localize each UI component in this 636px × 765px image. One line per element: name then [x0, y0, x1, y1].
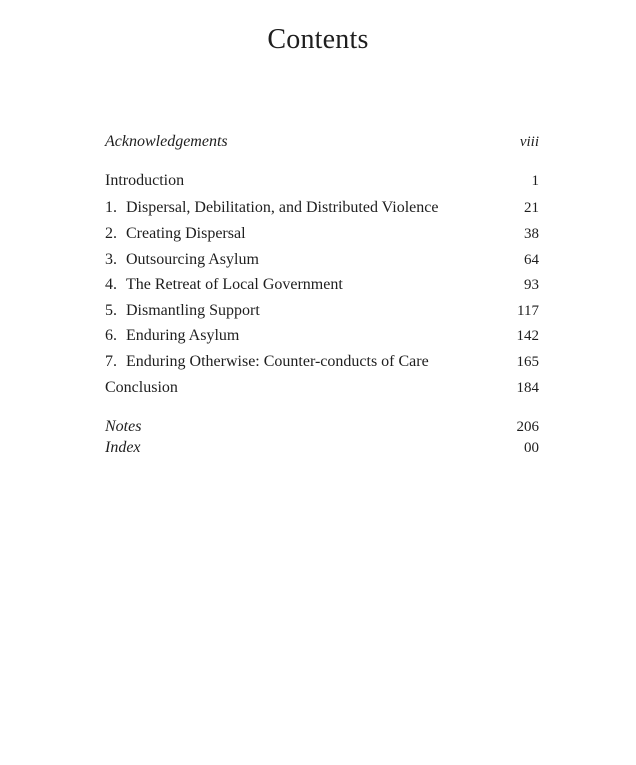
toc-entry-page: viii [519, 134, 539, 150]
chapter-number: 4. [105, 276, 117, 293]
toc-entry-label [105, 250, 259, 270]
toc-entry-page: 93 [524, 277, 539, 293]
toc-entry-chapter-3 [105, 250, 539, 270]
chapter-number: 1. [105, 199, 117, 216]
toc-entry-label [105, 275, 343, 295]
toc-entry-chapter-5 [105, 301, 539, 321]
chapter-number: 3. [105, 251, 117, 268]
toc-entry-page: 165 [516, 354, 539, 370]
toc-entry-chapter-1 [105, 198, 539, 218]
toc-entry-label: Notes [105, 418, 142, 435]
toc-entry-acknowledgements [105, 132, 539, 152]
page-title: Contents [267, 24, 369, 55]
toc-entry-page: 38 [524, 226, 539, 242]
toc-entry-page: 142 [516, 328, 539, 344]
toc-entry-page: 00 [524, 440, 539, 456]
toc-entry-page: 206 [516, 419, 539, 435]
toc-entry-chapter-6 [105, 326, 539, 346]
chapter-title: Outsourcing Asylum [126, 251, 259, 268]
toc-entry-label: Index [105, 439, 141, 456]
chapter-number: 2. [105, 225, 117, 242]
chapter-title: Enduring Otherwise: Counter-conducts of Care [126, 353, 429, 370]
toc-entry-page: 184 [516, 380, 539, 396]
toc-entry-introduction [105, 171, 539, 191]
toc-entry-notes [105, 417, 539, 437]
toc-entry-chapter-4 [105, 275, 539, 295]
toc-entry-label [105, 301, 260, 321]
toc-entry-index [105, 438, 539, 458]
chapter-number: 7. [105, 353, 117, 370]
toc-entry-conclusion [105, 378, 539, 398]
toc-entry-label: Conclusion [105, 379, 178, 396]
toc-entry-chapter-2 [105, 224, 539, 244]
chapter-title: Dismantling Support [126, 302, 260, 319]
toc-entry-label: Introduction [105, 172, 185, 189]
toc-entry-label [105, 224, 246, 244]
toc-entry-label [105, 198, 438, 218]
chapter-number: 6. [105, 327, 117, 344]
toc-entry-chapter-7 [105, 352, 539, 372]
toc-entry-label [105, 326, 239, 346]
toc-entry-page: 21 [524, 200, 539, 216]
toc-entry-label [105, 352, 429, 372]
chapter-title: Enduring Asylum [126, 327, 240, 344]
toc-entry-page: 1 [531, 173, 539, 189]
toc-entry-page: 117 [517, 303, 539, 319]
chapter-title: Dispersal, Debilitation, and Distributed Violence [126, 199, 439, 216]
chapter-title: Creating Dispersal [126, 225, 246, 242]
toc-entry-label: Acknowledgements [105, 133, 228, 150]
chapter-title: The Retreat of Local Government [126, 276, 343, 293]
toc-entry-page: 64 [524, 252, 539, 268]
chapter-number: 5. [105, 302, 117, 319]
